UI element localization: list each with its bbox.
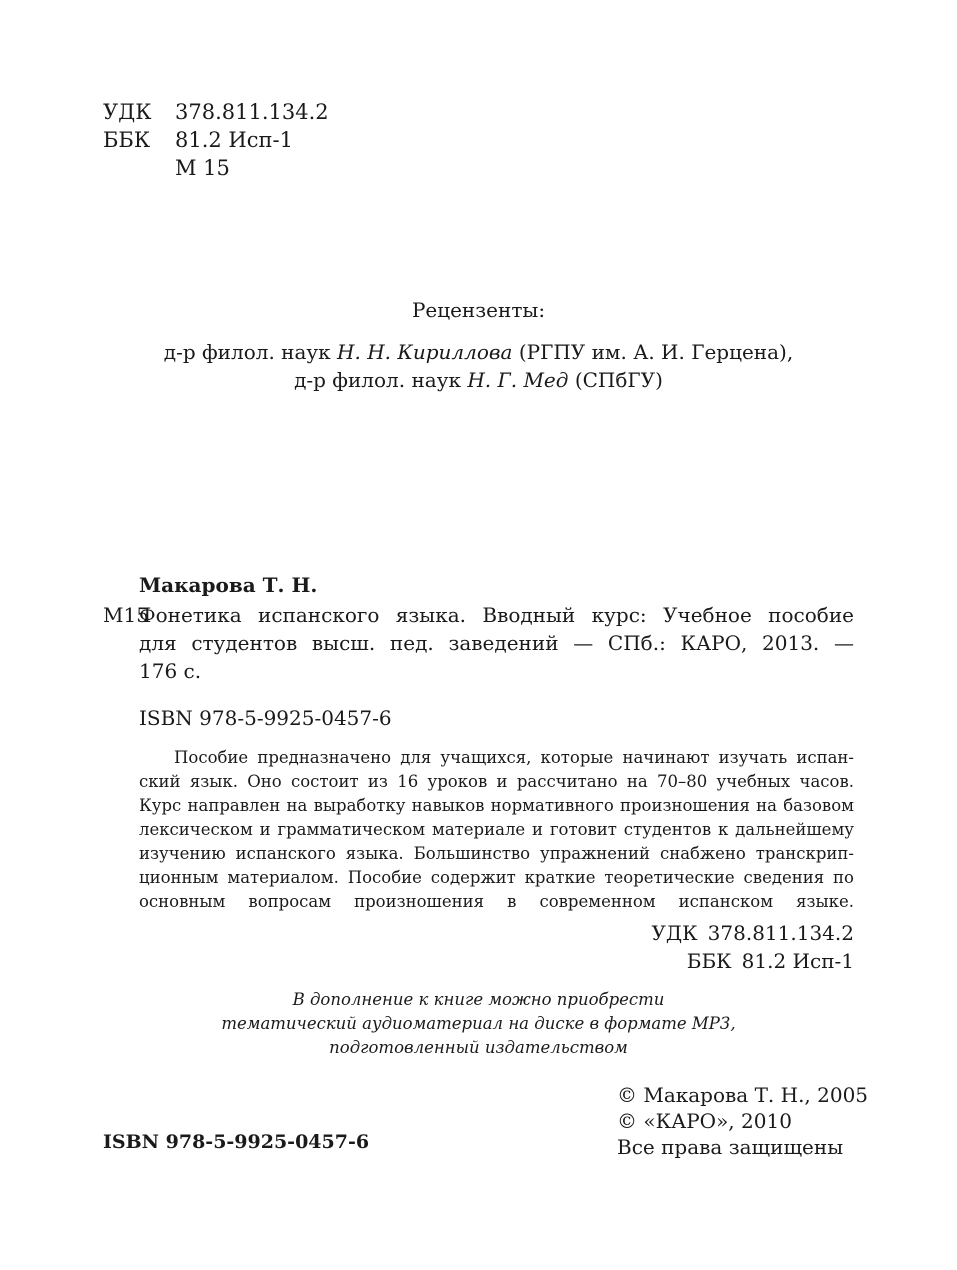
copyright-line-2: © «КАРО», 2010 bbox=[617, 1109, 792, 1133]
author-mark-top bbox=[103, 156, 230, 180]
note-line-3: подготовленный издательством bbox=[329, 1038, 628, 1057]
udk-value-right: 378.811.134.2 bbox=[707, 921, 854, 945]
book-author: Макарова Т. Н. bbox=[139, 573, 318, 597]
abstract-line-3: Курс направлен на выработку навыков нормативного произношения на базовом bbox=[139, 796, 854, 815]
abstract-line-4: лексическом и грамматическом материале и готовит студентов к дальнейшему bbox=[139, 820, 854, 839]
udk-label: УДК bbox=[103, 100, 152, 124]
udk-code-right bbox=[651, 921, 854, 945]
reviewer-2-org: (СПбГУ) bbox=[574, 368, 663, 392]
copyright-line-1: © Макарова Т. Н., 2005 bbox=[617, 1083, 869, 1107]
reviewers-title: Рецензенты: bbox=[411, 298, 546, 322]
bbk-code-right bbox=[687, 949, 854, 973]
bbk-value-right: 81.2 Исп-1 bbox=[741, 949, 854, 973]
abstract-line-5: изучению испанского языка. Большинство упражнений снабжено транскрип- bbox=[139, 844, 854, 863]
reviewer-1 bbox=[0, 340, 957, 364]
reviewer-2-name: Н. Г. Мед bbox=[467, 368, 569, 392]
note-line-2: тематический аудиоматериал на диске в формате MP3, bbox=[221, 1014, 736, 1033]
biblio-line-2: для студентов высш. пед. заведений — СПб.: КАРО, 2013. — bbox=[139, 631, 854, 655]
reviewer-1-org: (РГПУ им. А. И. Герцена), bbox=[518, 340, 794, 364]
bbk-code-top bbox=[103, 128, 293, 152]
isbn-bottom: ISBN 978-5-9925-0457-6 bbox=[103, 1131, 370, 1153]
isbn-top: ISBN 978-5-9925-0457-6 bbox=[139, 706, 392, 730]
biblio-mark: М15 bbox=[103, 603, 149, 627]
biblio-line-3: 176 с. bbox=[139, 659, 202, 683]
biblio-line-1: Фонетика испанского языка. Вводный курс: Учебное пособие bbox=[139, 603, 854, 627]
note-line-1: В дополнение к книге можно приобрести bbox=[292, 990, 665, 1009]
abstract-line-1: Пособие предназначено для учащихся, которые начинают изучать испан- bbox=[174, 748, 854, 767]
reviewer-2-degree: д-р филол. наук bbox=[294, 368, 461, 392]
abstract-line-7: основным вопросам произношения в современном испанском языке. bbox=[139, 892, 854, 911]
copyright-line-3: Все права защищены bbox=[617, 1135, 844, 1159]
bbk-value: 81.2 Исп-1 bbox=[175, 128, 293, 152]
bbk-label-right: ББК bbox=[686, 949, 732, 973]
author-mark: М 15 bbox=[175, 156, 230, 180]
abstract-line-6: ционным материалом. Пособие содержит краткие теоретические сведения по bbox=[139, 868, 854, 887]
udk-value: 378.811.134.2 bbox=[175, 100, 329, 124]
udk-label-right: УДК bbox=[651, 921, 698, 945]
reviewer-1-degree: д-р филол. наук bbox=[163, 340, 331, 364]
udk-code-top bbox=[103, 100, 329, 124]
reviewer-2 bbox=[0, 368, 957, 392]
abstract-line-2: ский язык. Оно состоит из 16 уроков и рассчитано на 70–80 учебных часов. bbox=[139, 772, 854, 791]
bbk-label: ББК bbox=[103, 128, 151, 152]
reviewer-1-name: Н. Н. Кириллова bbox=[337, 340, 513, 364]
